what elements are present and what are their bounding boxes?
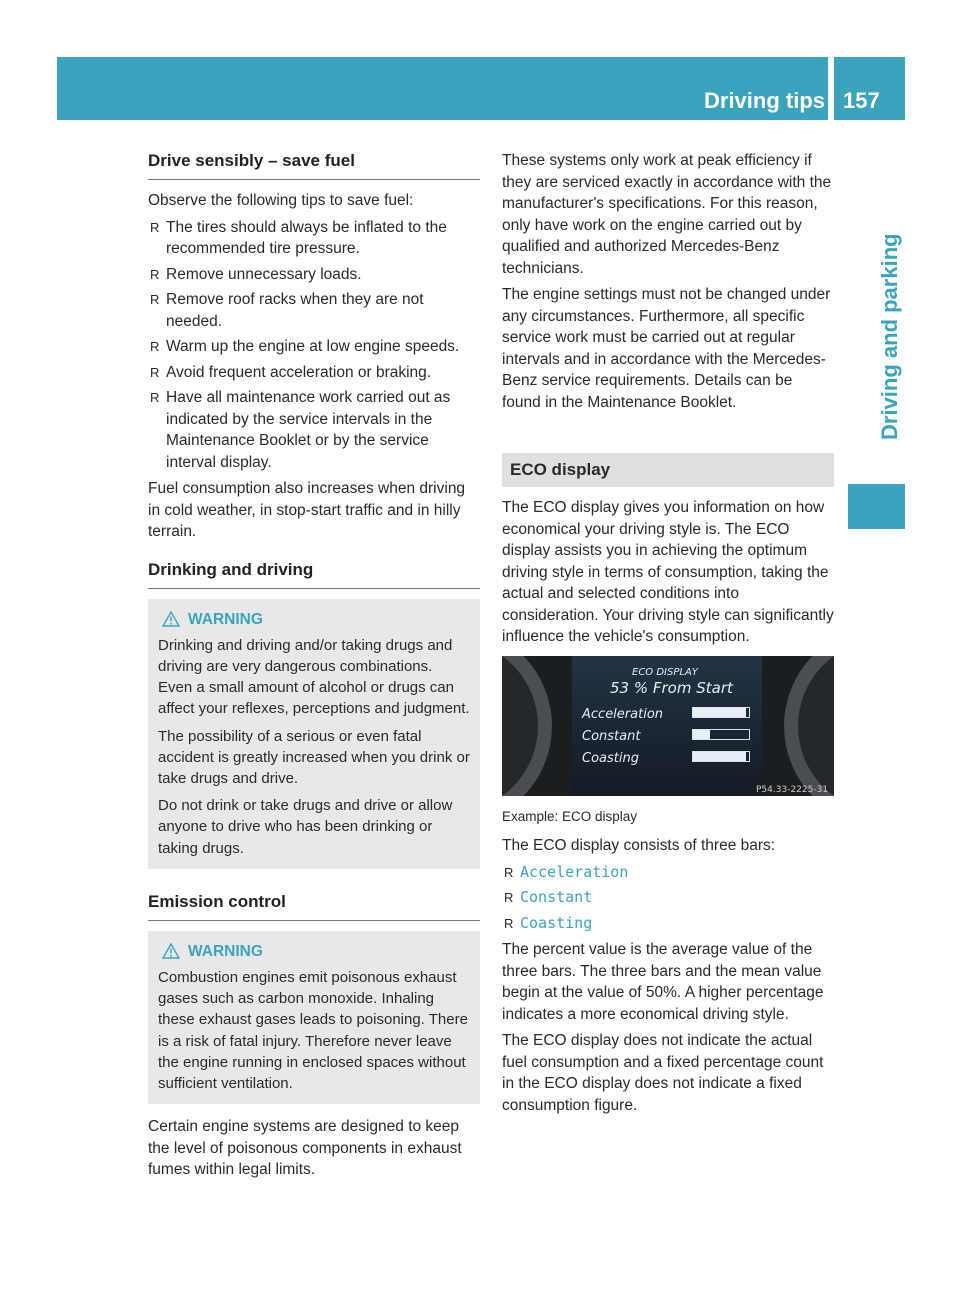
header-divider — [828, 57, 834, 120]
page-number: 157 — [843, 88, 880, 113]
right-column — [502, 150, 834, 1121]
right-gauge — [784, 656, 834, 796]
warning-triangle-icon — [162, 611, 180, 627]
eco-row-label: Coasting — [582, 750, 639, 766]
percent-paragraph: The percent value is the average value of the three bars. The three bars and the mean value begin at the value of 50%. A higher percentage indicates a more economical driving style. — [502, 941, 824, 1023]
list-item: R Acceleration — [502, 862, 834, 884]
engine-settings-paragraph: The engine settings must not be changed under any circumstances. Furthermore, all specific service work must be carried out at regular intervals and in accordance with the Mercedes-Benz service requirements. Details can be found in the Maintenance Booklet. — [502, 286, 831, 411]
warning-box-emission — [148, 931, 480, 1104]
service-paragraph: These systems only work at peak efficiency if they are serviced exactly in accordance with the manufacturer's specifications. For this reason, only have work on the engine carried out by qualified and authorized Mercedes-Benz technicians. — [502, 152, 832, 277]
left-column — [148, 150, 480, 1186]
eco-bar-acceleration — [692, 707, 750, 718]
chapter-marker-block — [848, 484, 905, 529]
section-heading-eco-display: ECO display — [502, 453, 834, 487]
section-heading-emission: Emission control — [148, 891, 480, 921]
list-item: R Avoid frequent acceleration or braking. — [148, 362, 480, 384]
list-item: R Have all maintenance work carried out as indicated by the service intervals in the Maintenance Booklet or by the service interval display. — [150, 389, 451, 471]
save-fuel-list — [148, 217, 480, 474]
warning-header: WARNING — [158, 609, 470, 630]
list-item: R Remove roof racks when they are not needed. — [150, 291, 424, 330]
list-item: R Constant — [502, 887, 834, 909]
eco-bar-coasting — [692, 751, 750, 762]
eco-bar-fill — [693, 708, 746, 717]
eco-intro: The ECO display gives you information on how economical your driving style is. The ECO display assists you in achieving the optimum driving style in terms of consumption, taking the actual and selected conditions into consideration. Your driving style can significantly influence the vehicle's consumption. — [502, 499, 834, 645]
save-fuel-intro: Observe the following tips to save fuel: — [148, 192, 414, 209]
eco-row-label: Acceleration — [582, 706, 664, 722]
bullet-icon: R — [504, 890, 514, 905]
bullet-icon: R — [150, 339, 160, 354]
left-gauge — [502, 656, 552, 796]
section-heading-save-fuel: Drive sensibly – save fuel — [148, 150, 480, 180]
list-item: R Coasting — [502, 913, 834, 935]
save-fuel-outro: Fuel consumption also increases when driving in cold weather, in stop-start traffic and in hilly terrain. — [148, 480, 466, 540]
warning-text: Combustion engines emit poisonous exhaust gases such as carbon monoxide. Inhaling these exhaust gases leads to poisoning. There is a risk of fatal injury. Therefore never leave the engine running in enclosed spaces without sufficient ventilation. — [158, 968, 468, 1092]
warning-text: Do not drink or take drugs and drive or allow anyone to drive who has been drinking or taking drugs. — [158, 797, 453, 857]
list-item: R Remove unnecessary loads. — [148, 264, 480, 286]
page-header-title: Driving tips — [704, 88, 826, 113]
emission-body: Certain engine systems are designed to keep the level of poisonous components in exhaust fumes within legal limits. — [148, 1118, 462, 1179]
bullet-icon: R — [150, 292, 160, 307]
bullet-icon: R — [504, 864, 514, 880]
eco-screen-title: ECO DISPLAY — [632, 666, 698, 678]
bullet-icon: R — [150, 266, 160, 282]
image-caption: Example: ECO display — [502, 808, 638, 824]
warning-triangle-icon — [162, 943, 180, 959]
eco-row-label: Constant — [582, 728, 641, 744]
eco-bar-fill — [693, 730, 710, 739]
eco-bar-list — [502, 862, 834, 935]
list-item: R The tires should always be inflated to the recommended tire pressure. — [150, 218, 447, 257]
bullet-icon: R — [504, 915, 514, 931]
warning-text: The possibility of a serious or even fatal accident is greatly increased when you drink or take drugs and drive. — [158, 727, 470, 787]
eco-screen-value: 53 % From Start — [610, 678, 733, 697]
bullet-icon: R — [150, 364, 160, 380]
list-item: R Warm up the engine at low engine speeds. — [148, 336, 480, 358]
bullet-icon: R — [150, 219, 160, 235]
section-heading-drinking: Drinking and driving — [148, 559, 480, 589]
eco-bar-fill — [693, 752, 746, 761]
warning-box-drinking — [148, 599, 480, 869]
warning-header: WARNING — [158, 941, 470, 962]
eco-bar-constant — [692, 729, 750, 740]
warning-text: Drinking and driving and/or taking drugs and driving are very dangerous combinations. Even a small amount of alcohol or drugs can affect your reflexes, perceptions and judgment. — [158, 636, 470, 718]
chapter-side-label: Driving and parking — [877, 233, 902, 440]
eco-display-illustration — [502, 656, 834, 796]
bullet-icon: R — [150, 390, 160, 405]
bars-intro: The ECO display consists of three bars: — [502, 837, 776, 854]
consumption-paragraph: The ECO display does not indicate the actual fuel consumption and a fixed percentage count in the ECO display does not indicate a fixed consumption figure. — [502, 1032, 824, 1114]
image-code: P54.33-2225-31 — [756, 784, 829, 795]
